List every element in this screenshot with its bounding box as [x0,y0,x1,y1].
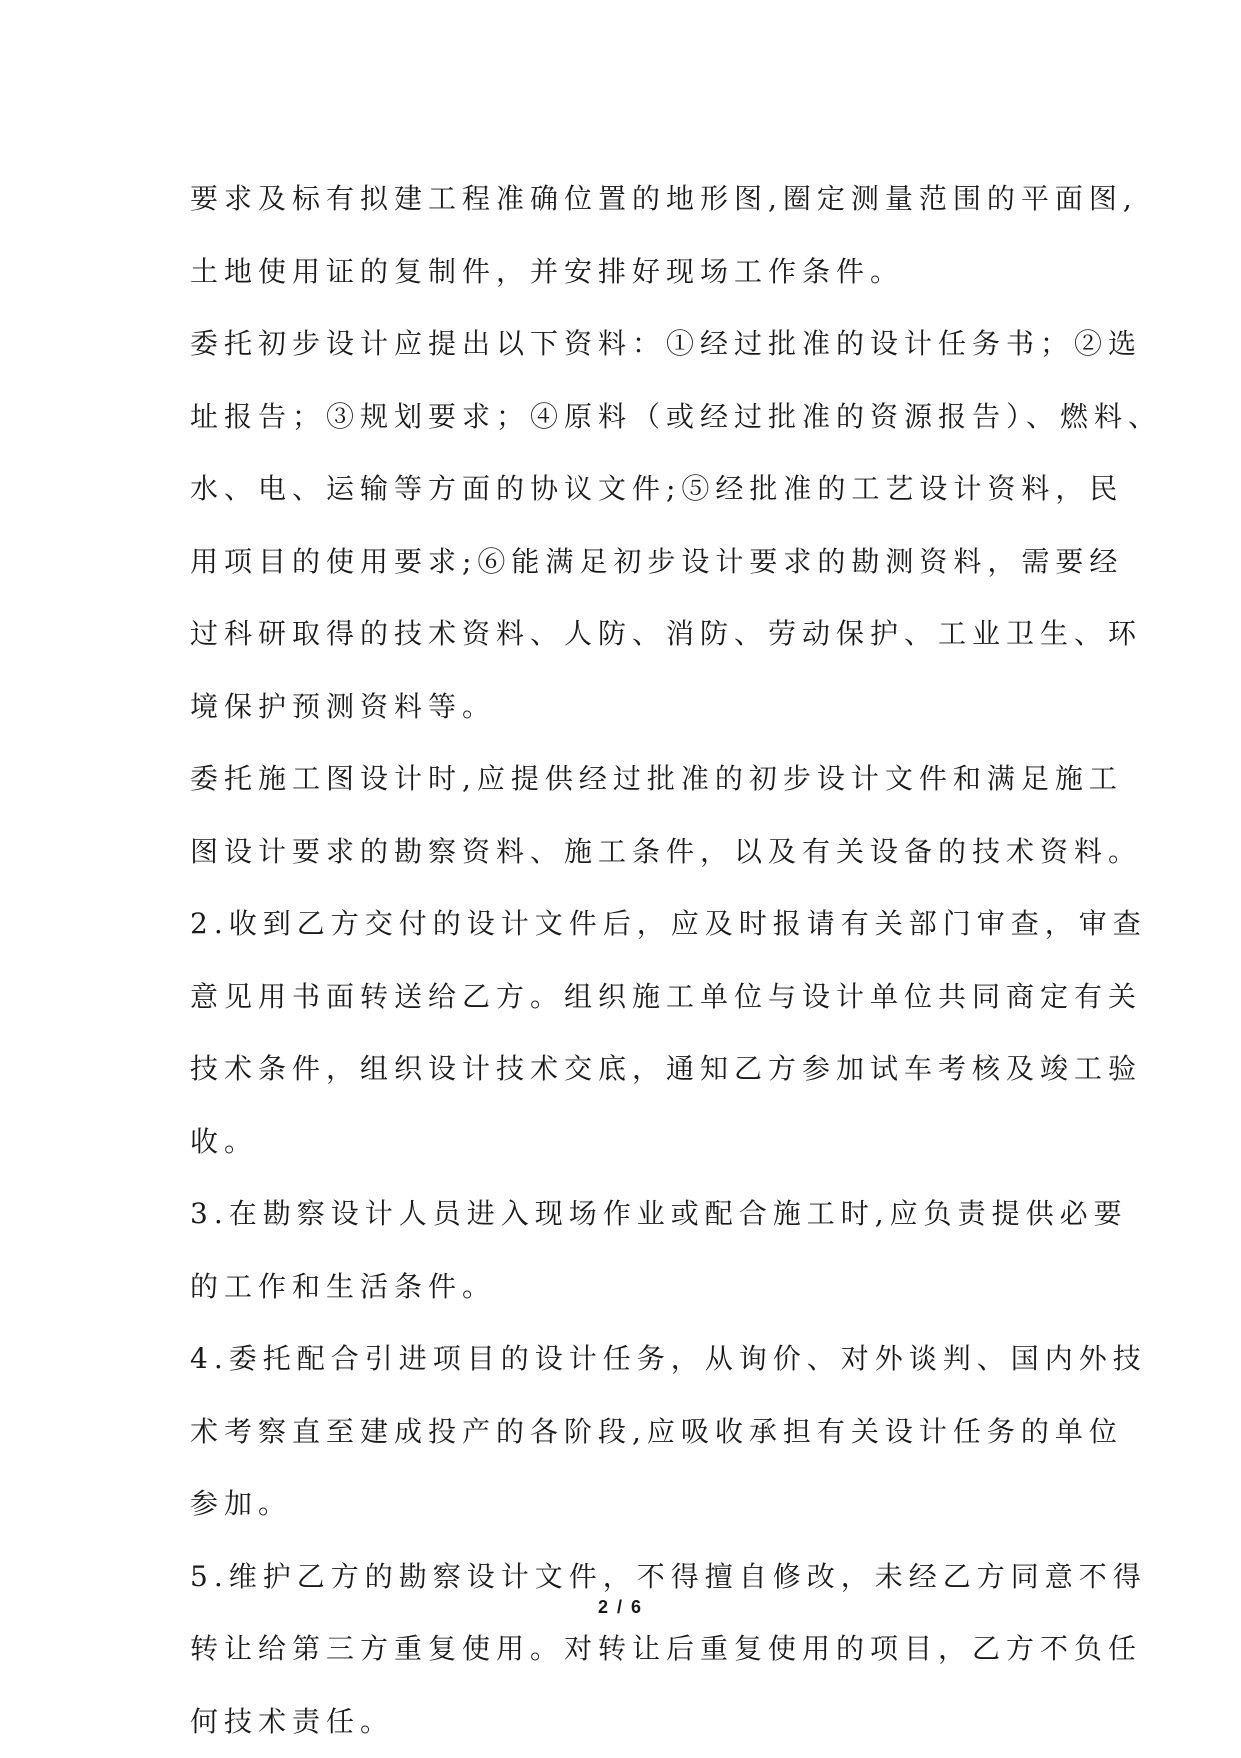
text-line: 何技术责任。 [190,1686,1090,1758]
text-line: 术考察直至建成投产的各阶段,应吸收承担有关设计任务的单位 [190,1396,1090,1469]
text-line: 图设计要求的勘察资料、施工条件，以及有关设备的技术资料。 [190,816,1090,889]
text-line: 委托施工图设计时,应提供经过批准的初步设计文件和满足施工 [190,743,1090,816]
text-line: 境保护预测资料等。 [190,671,1090,744]
text-line: 技术条件，组织设计技术交底，通知乙方参加试车考核及竣工验 [190,1033,1090,1106]
text-line: 4.委托配合引进项目的设计任务，从询价、对外谈判、国内外技 [190,1323,1090,1396]
text-line: 要求及标有拟建工程准确位置的地形图,圈定测量范围的平面图, [190,163,1090,236]
text-line: 收。 [190,1106,1090,1179]
text-line: 转让给第三方重复使用。对转让后重复使用的项目，乙方不负任 [190,1613,1090,1686]
page-number: 2 / 6 [0,1597,1241,1618]
text-line: 水、电、运输等方面的协议文件;⑤经批准的工艺设计资料，民 [190,453,1090,526]
text-line: 的工作和生活条件。 [190,1251,1090,1324]
text-line: 用项目的使用要求;⑥能满足初步设计要求的勘测资料，需要经 [190,526,1090,599]
text-line: 址报告；③规划要求；④原料（或经过批准的资源报告）、燃料、 [190,381,1090,454]
text-line: 委托初步设计应提出以下资料：①经过批准的设计任务书；②选 [190,308,1090,381]
text-line: 意见用书面转送给乙方。组织施工单位与设计单位共同商定有关 [190,961,1090,1034]
text-line: 5.维护乙方的勘察设计文件，不得擅自修改，未经乙方同意不得 [190,1541,1090,1614]
document-body [190,163,1090,1758]
text-line: 2.收到乙方交付的设计文件后，应及时报请有关部门审查，审查 [190,888,1090,961]
text-line: 参加。 [190,1468,1090,1541]
text-line: 过科研取得的技术资料、人防、消防、劳动保护、工业卫生、环 [190,598,1090,671]
text-line: 3.在勘察设计人员进入现场作业或配合施工时,应负责提供必要 [190,1178,1090,1251]
text-line: 土地使用证的复制件，并安排好现场工作条件。 [190,236,1090,309]
